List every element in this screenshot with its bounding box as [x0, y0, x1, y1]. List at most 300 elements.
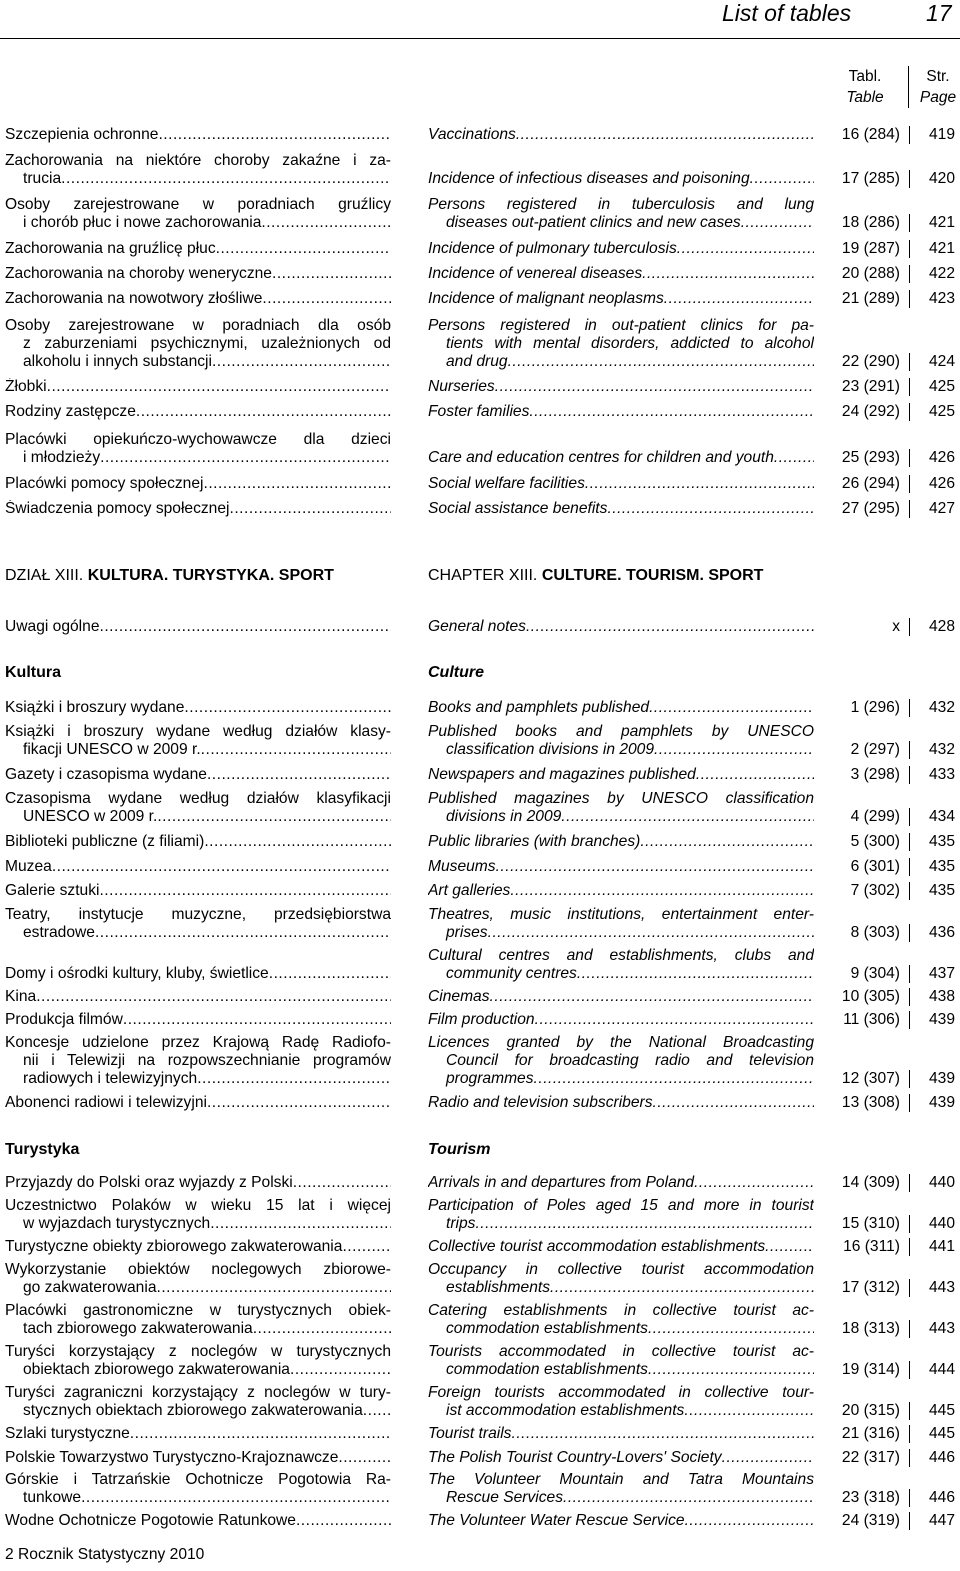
- entry-title-en: [428, 378, 814, 396]
- dot-leader: [607, 500, 814, 518]
- entry-title-pl: [5, 1449, 391, 1467]
- entry-title-line: Książki i broszury wydane według działów klasy-: [5, 723, 391, 740]
- entry-title-en: [428, 833, 814, 851]
- section-culture-pl: Kultura: [5, 664, 61, 681]
- entry-title-en: [428, 1449, 814, 1467]
- entry-title-line: Collective tourist accommodation establishments: [428, 1238, 766, 1255]
- dot-leader: [157, 1279, 392, 1297]
- entry-title-pl: [5, 723, 391, 759]
- page-number: 420: [909, 170, 955, 188]
- dot-leader: [203, 475, 391, 493]
- section-culture-en: Culture: [428, 664, 484, 681]
- dot-leader: [694, 1174, 814, 1192]
- entry-title-pl: [5, 1471, 391, 1507]
- entry-title-line: Film production: [428, 1011, 535, 1028]
- page-number: 428: [909, 618, 955, 636]
- entry-title-pl: [5, 965, 391, 983]
- entry-title-pl: [5, 882, 391, 900]
- entry-title-line: Rescue Services: [446, 1489, 563, 1506]
- entry-title-line: i chorób płuc i nowe zachorowania: [23, 214, 262, 231]
- dot-leader: [529, 403, 814, 421]
- entry-title-line: tach zbiorowego zakwaterowania: [23, 1320, 253, 1337]
- entry-title-en: [428, 196, 814, 232]
- entry-title-en: [428, 1174, 814, 1192]
- entry-title-line: Czasopisma wydane według działów klasyfikacji: [5, 790, 391, 807]
- page-number: 436: [909, 924, 955, 942]
- dot-leader: [649, 699, 814, 717]
- entry-title-en: [428, 1384, 814, 1420]
- dot-leader: [123, 1011, 391, 1029]
- entry-title-line: commodation establishments: [446, 1320, 648, 1337]
- table-number: 24 (319): [841, 1512, 900, 1529]
- dot-leader: [750, 170, 814, 188]
- dot-leader: [338, 1449, 391, 1467]
- page-number: 437: [909, 965, 955, 983]
- entry-title-line: estradowe: [23, 924, 95, 941]
- entry-title-line: UNESCO w 2009 r.: [23, 808, 158, 825]
- entry-title-pl: [5, 1302, 391, 1338]
- dot-leader: [654, 741, 814, 759]
- entry-title-line: Placówki pomocy społecznej: [5, 475, 204, 492]
- entry-title-pl: [5, 1197, 391, 1233]
- dot-leader: [157, 808, 391, 826]
- entry-title-line: Occupancy in collective tourist accommodation: [428, 1261, 814, 1278]
- entry-title-en: [428, 500, 814, 518]
- entry-title-line: Turyści zagraniczni korzystający z noclegów w tury-: [5, 1384, 391, 1401]
- entry-title-en: [428, 790, 814, 826]
- dot-leader: [216, 240, 391, 258]
- dot-leader: [184, 699, 391, 717]
- dot-leader: [61, 170, 391, 188]
- page-number: 446: [909, 1489, 955, 1507]
- entry-title-pl: [5, 790, 391, 826]
- table-number: 25 (293): [841, 449, 900, 466]
- entry-title-en: [428, 126, 814, 144]
- entry-title-line: Social assistance benefits: [428, 500, 608, 517]
- entry-title-line: Cultural centres and establishments, clubs and: [428, 947, 814, 964]
- entry-title-line: Tourist trails: [428, 1425, 512, 1442]
- dot-leader: [363, 1402, 391, 1420]
- header-rule: [0, 38, 960, 39]
- entry-title-pl: [5, 699, 391, 717]
- entry-title-en: [428, 1425, 814, 1443]
- entry-title-en: [428, 906, 814, 942]
- dot-leader: [496, 858, 814, 876]
- entry-title-line: Persons registered in out-patient clinics for pa-: [428, 317, 814, 334]
- entry-title-line: Placówki gastronomiczne w turystycznych obiek-: [5, 1302, 391, 1319]
- entry-title-line: Participation of Poles aged 15 and more in tourist: [428, 1197, 814, 1214]
- page-number: 424: [909, 353, 955, 371]
- entry-title-line: radiowych i telewizyjnych: [23, 1070, 198, 1087]
- entry-title-line: Zachorowania na gruźlicę płuc: [5, 240, 216, 257]
- entry-title-en: [428, 240, 814, 258]
- entry-title-en: [428, 290, 814, 308]
- entry-title-line: stycznych obiektach zbiorowego zakwaterowania: [23, 1402, 363, 1419]
- page-number: 445: [909, 1402, 955, 1420]
- entry-title-line: classification divisions in 2009: [446, 741, 655, 758]
- table-number: 13 (308): [841, 1094, 900, 1111]
- entry-title-pl: [5, 431, 391, 467]
- entry-title-line: Turystyczne obiekty zbiorowego zakwaterowania: [5, 1238, 343, 1255]
- entry-title-line: Incidence of pulmonary tuberculosis: [428, 240, 677, 257]
- dot-leader: [535, 1011, 814, 1029]
- entry-title-line: Catering establishments in collective tourist ac-: [428, 1302, 814, 1319]
- entry-title-line: Świadczenia pomocy społecznej: [5, 500, 230, 517]
- page-number: 445: [909, 1425, 955, 1443]
- entry-title-en: [428, 1261, 814, 1297]
- dot-leader: [201, 741, 391, 759]
- page-number: 426: [909, 449, 955, 467]
- entry-title-line: Museums: [428, 858, 496, 875]
- entry-title-line: Council for broadcasting radio and television: [446, 1052, 814, 1069]
- dot-leader: [648, 1320, 814, 1338]
- entry-title-line: Persons registered in tuberculosis and lung: [428, 196, 814, 213]
- dot-leader: [653, 1094, 815, 1112]
- dot-leader: [47, 378, 391, 396]
- entry-title-line: Uczestnictwo Polaków w wieku 15 lat i więcej: [5, 1197, 391, 1214]
- table-number: 7 (302): [850, 882, 900, 899]
- entry-title-line: Koncesje udzielone przez Krajową Radę Radiofo-: [5, 1034, 391, 1051]
- entry-title-en: [428, 403, 814, 421]
- column-head-str: Str.: [926, 68, 950, 85]
- entry-title-pl: [5, 1512, 391, 1530]
- entry-title-pl: [5, 1034, 391, 1088]
- table-number: 22 (290): [841, 353, 900, 370]
- entry-title-pl: [5, 196, 391, 232]
- entry-title-line: Szlaki turystyczne: [5, 1425, 130, 1442]
- entry-title-en: [428, 1302, 814, 1338]
- page-number: 444: [909, 1361, 955, 1379]
- entry-title-line: establishments: [446, 1279, 551, 1296]
- dot-leader: [36, 988, 391, 1006]
- entry-title-pl: [5, 1094, 391, 1112]
- page-number: 426: [909, 475, 955, 493]
- entry-title-pl: [5, 378, 391, 396]
- dot-leader: [475, 1215, 814, 1233]
- entry-title-en: [428, 1238, 814, 1256]
- dot-leader: [210, 1215, 391, 1233]
- entry-title-en: [428, 1197, 814, 1233]
- table-number: 23 (318): [841, 1489, 900, 1506]
- page-number: 427: [909, 500, 955, 518]
- page-number: 441: [909, 1238, 955, 1256]
- dot-leader: [765, 1238, 814, 1256]
- entry-title-pl: [5, 618, 391, 636]
- entry-title-en: [428, 1034, 814, 1088]
- entry-title-line: Przyjazdy do Polski oraz wyjazdy z Polski: [5, 1174, 293, 1191]
- table-number: 19 (314): [841, 1361, 900, 1378]
- table-number: 24 (292): [841, 403, 900, 420]
- column-head-tabl: Tabl.: [848, 68, 882, 85]
- entry-title-line: Żłobki: [5, 378, 47, 395]
- dot-leader: [774, 449, 814, 467]
- table-number: 19 (287): [841, 240, 900, 257]
- entry-title-en: [428, 699, 814, 717]
- entry-title-pl: [5, 265, 391, 283]
- dot-leader: [158, 126, 391, 144]
- dot-leader: [642, 265, 814, 283]
- entry-title-pl: [5, 833, 391, 851]
- entry-title-line: Górskie i Tatrzańskie Ochotnicze Pogotowia Ra-: [5, 1471, 391, 1488]
- dot-leader: [488, 924, 814, 942]
- entry-title-pl: [5, 858, 391, 876]
- dot-leader: [495, 378, 814, 396]
- dot-leader: [511, 1425, 814, 1443]
- page-number: 419: [909, 126, 955, 144]
- entry-title-line: Szczepienia ochronne: [5, 126, 159, 143]
- dot-leader: [99, 882, 391, 900]
- table-number: 18 (286): [841, 214, 900, 231]
- page-number: 433: [909, 766, 955, 784]
- entry-title-line: Polskie Towarzystwo Turystyczno-Krajoznawcze: [5, 1449, 339, 1466]
- dot-leader: [253, 1320, 391, 1338]
- entry-title-pl: [5, 1011, 391, 1029]
- dot-leader: [272, 265, 391, 283]
- page-number: 440: [909, 1174, 955, 1192]
- entry-title-line: Rodziny zastępcze: [5, 403, 136, 420]
- entry-title-line: Muzea: [5, 858, 52, 875]
- table-number: 23 (291): [841, 378, 900, 395]
- entry-title-line: Care and education centres for children and youth: [428, 449, 774, 466]
- page-number: 443: [909, 1320, 955, 1338]
- dot-leader: [526, 618, 814, 636]
- table-number: 22 (317): [841, 1449, 900, 1466]
- entry-title-line: tunkowe: [23, 1489, 82, 1506]
- entry-title-line: divisions in 2009: [446, 808, 562, 825]
- dot-leader: [95, 924, 391, 942]
- entry-title-pl: [5, 152, 391, 188]
- dot-leader: [293, 1174, 391, 1192]
- table-number: 18 (313): [841, 1320, 900, 1337]
- entry-title-en: [428, 317, 814, 371]
- entry-title-line: nii i Telewizji na rozpowszechnianie programów: [23, 1052, 391, 1069]
- entry-title-line: Produkcja filmów: [5, 1011, 123, 1028]
- entry-title-en: [428, 170, 814, 188]
- entry-title-en: [428, 988, 814, 1006]
- dot-leader: [684, 1402, 814, 1420]
- entry-title-line: trucia: [23, 170, 62, 187]
- entry-title-line: ist accommodation establishments: [446, 1402, 685, 1419]
- table-number: 26 (294): [841, 475, 900, 492]
- entry-title-en: [428, 766, 814, 784]
- table-number: 5 (300): [850, 833, 900, 850]
- entry-title-en: [428, 618, 814, 636]
- entry-title-line: General notes: [428, 618, 526, 635]
- dot-leader: [230, 500, 392, 518]
- entry-title-pl: [5, 240, 391, 258]
- dot-leader: [342, 1238, 391, 1256]
- table-number: 2 (297): [850, 741, 900, 758]
- entry-title-line: Wodne Ochotnicze Pogotowie Ratunkowe: [5, 1512, 296, 1529]
- entry-title-pl: [5, 1261, 391, 1297]
- dot-leader: [212, 353, 391, 371]
- entry-title-pl: [5, 1343, 391, 1379]
- column-head-table: [830, 66, 900, 108]
- entry-title-line: community centres: [446, 965, 577, 982]
- entry-title-line: Foreign tourists accommodated in collective tour-: [428, 1384, 814, 1401]
- dot-leader: [296, 1512, 391, 1530]
- dot-leader: [722, 1449, 814, 1467]
- dot-leader: [207, 766, 391, 784]
- entry-title-en: [428, 947, 814, 983]
- page-number: 422: [909, 265, 955, 283]
- page-number: 438: [909, 988, 955, 1006]
- page-number: 421: [909, 214, 955, 232]
- entry-title-line: Published books and pamphlets by UNESCO: [428, 723, 814, 740]
- chapter-prefix-en: CHAPTER XIII.: [428, 567, 538, 584]
- entry-title-en: [428, 265, 814, 283]
- entry-title-line: Tourists accommodated in collective tourist ac-: [428, 1343, 814, 1360]
- entry-title-line: obiektach zbiorowego zakwaterowania: [23, 1361, 290, 1378]
- entry-title-line: diseases out-patient clinics and new cases: [446, 214, 741, 231]
- dot-leader: [585, 475, 814, 493]
- entry-title-pl: [5, 403, 391, 421]
- page-number: 425: [909, 378, 955, 396]
- entry-title-line: Kina: [5, 988, 37, 1005]
- entry-title-line: Incidence of malignant neoplasms: [428, 290, 664, 307]
- entry-title-line: alkoholu i innych substancji: [23, 353, 212, 370]
- dot-leader: [130, 1425, 391, 1443]
- entry-title-line: Gazety i czasopisma wydane: [5, 766, 207, 783]
- dot-leader: [269, 965, 391, 983]
- table-number: 12 (307): [841, 1070, 900, 1087]
- page-number: 435: [909, 858, 955, 876]
- table-number: 1 (296): [850, 699, 900, 716]
- entry-title-line: Incidence of venereal diseases: [428, 265, 643, 282]
- entry-title-line: Arrivals in and departures from Poland: [428, 1174, 695, 1191]
- dot-leader: [664, 290, 814, 308]
- entry-title-line: Osoby zarejestrowane w poradniach gruźlicy: [5, 196, 391, 213]
- dot-leader: [577, 965, 814, 983]
- entry-title-en: [428, 475, 814, 493]
- entry-title-pl: [5, 906, 391, 942]
- entry-title-pl: [5, 500, 391, 518]
- entry-title-line: Radio and television subscribers: [428, 1094, 653, 1111]
- page-number: 440: [909, 1215, 955, 1233]
- column-head-table-en: Table: [846, 89, 884, 106]
- page-number: 435: [909, 833, 955, 851]
- table-number: 20 (288): [841, 265, 900, 282]
- entry-title-line: The Volunteer Mountain and Tatra Mountains: [428, 1471, 814, 1488]
- dot-leader: [685, 1512, 814, 1530]
- entry-title-line: tients with mental disorders, addicted to alcohol: [446, 335, 814, 352]
- entry-title-en: [428, 1343, 814, 1379]
- dot-leader: [510, 882, 814, 900]
- table-number: 6 (301): [850, 858, 900, 875]
- page-footer: 2 Rocznik Statystyczny 2010: [5, 1546, 205, 1563]
- dot-leader: [516, 126, 814, 144]
- entry-title-en: [428, 858, 814, 876]
- dot-leader: [640, 833, 814, 851]
- page-number: 432: [909, 741, 955, 759]
- page-number: 434: [909, 808, 955, 826]
- page-number: 447: [909, 1512, 955, 1530]
- entry-title-line: programmes: [446, 1070, 534, 1087]
- entry-title-pl: [5, 1238, 391, 1256]
- page-number: 446: [909, 1449, 955, 1467]
- chapter-title-en: CULTURE. TOURISM. SPORT: [541, 567, 764, 584]
- entry-title-line: Placówki opiekuńczo-wychowawcze dla dzieci: [5, 431, 391, 448]
- entry-title-en: [428, 1512, 814, 1530]
- entry-title-line: Osoby zarejestrowane w poradniach dla osób: [5, 317, 391, 334]
- dot-leader: [648, 1361, 814, 1379]
- entry-title-line: Art galleries: [428, 882, 511, 899]
- dot-leader: [262, 290, 391, 308]
- entry-title-line: z zaburzeniami psychicznymi, uzależnionych od: [23, 335, 391, 352]
- entry-title-line: Książki i broszury wydane: [5, 699, 185, 716]
- dot-leader: [207, 1094, 391, 1112]
- page-number: 443: [909, 1279, 955, 1297]
- page-number: 435: [909, 882, 955, 900]
- running-header-title: List of tables: [722, 0, 852, 26]
- entry-title-pl: [5, 126, 391, 144]
- entry-title-line: Zachorowania na choroby weneryczne: [5, 265, 272, 282]
- dot-leader: [81, 1489, 391, 1507]
- entry-title-line: Public libraries (with branches): [428, 833, 641, 850]
- entry-title-line: fikacji UNESCO w 2009 r.: [23, 741, 201, 758]
- entry-title-line: Published magazines by UNESCO classification: [428, 790, 814, 807]
- dot-leader: [290, 1361, 391, 1379]
- table-number: 8 (303): [850, 924, 900, 941]
- page-number: 421: [909, 240, 955, 258]
- table-number: 9 (304): [850, 965, 900, 982]
- table-number: 3 (298): [850, 766, 900, 783]
- dot-leader: [100, 449, 391, 467]
- entry-title-pl: [5, 1174, 391, 1192]
- entry-title-pl: [5, 475, 391, 493]
- entry-title-line: Zachorowania na niektóre choroby zakaźne i za-: [5, 152, 391, 169]
- column-head-page-en: Page: [919, 89, 957, 106]
- entry-title-line: Teatry, instytucje muzyczne, przedsiębiorstwa: [5, 906, 391, 923]
- dot-leader: [100, 618, 392, 636]
- table-number: x: [892, 618, 900, 635]
- section-tourism-en: Tourism: [428, 1141, 491, 1158]
- entry-title-line: Foster families: [428, 403, 530, 420]
- page-number: 432: [909, 699, 955, 717]
- table-number: 21 (289): [841, 290, 900, 307]
- table-number: 16 (311): [843, 1238, 900, 1255]
- entry-title-pl: [5, 988, 391, 1006]
- page-number: 439: [909, 1094, 955, 1112]
- page-number: 439: [909, 1070, 955, 1088]
- entry-title-line: The Polish Tourist Country-Lovers' Society: [428, 1449, 722, 1466]
- dot-leader: [563, 1489, 814, 1507]
- dot-leader: [508, 353, 814, 371]
- entry-title-en: [428, 1094, 814, 1112]
- entry-title-line: and drug: [446, 353, 508, 370]
- entry-title-en: [428, 723, 814, 759]
- entry-title-line: The Volunteer Water Rescue Service: [428, 1512, 685, 1529]
- column-head-page: [908, 66, 960, 108]
- dot-leader: [696, 766, 814, 784]
- table-number: 16 (284): [841, 126, 900, 143]
- entry-title-line: prises: [446, 924, 488, 941]
- page-number: 423: [909, 290, 955, 308]
- entry-title-line: Vaccinations: [428, 126, 516, 143]
- entry-title-line: Turyści korzystający z noclegów w turystycznych: [5, 1343, 391, 1360]
- table-number: 21 (316): [841, 1425, 900, 1442]
- entry-title-line: commodation establishments: [446, 1361, 648, 1378]
- entry-title-en: [428, 1471, 814, 1507]
- entry-title-line: w wyjazdach turystycznych: [23, 1215, 211, 1232]
- table-number: 27 (295): [841, 500, 900, 517]
- table-number: 10 (305): [841, 988, 900, 1005]
- entry-title-line: Incidence of infectious diseases and poisoning: [428, 170, 750, 187]
- page-number: 425: [909, 403, 955, 421]
- table-number: 4 (299): [850, 808, 900, 825]
- entry-title-line: Licences granted by the National Broadcasting: [428, 1034, 814, 1051]
- entry-title-pl: [5, 1384, 391, 1420]
